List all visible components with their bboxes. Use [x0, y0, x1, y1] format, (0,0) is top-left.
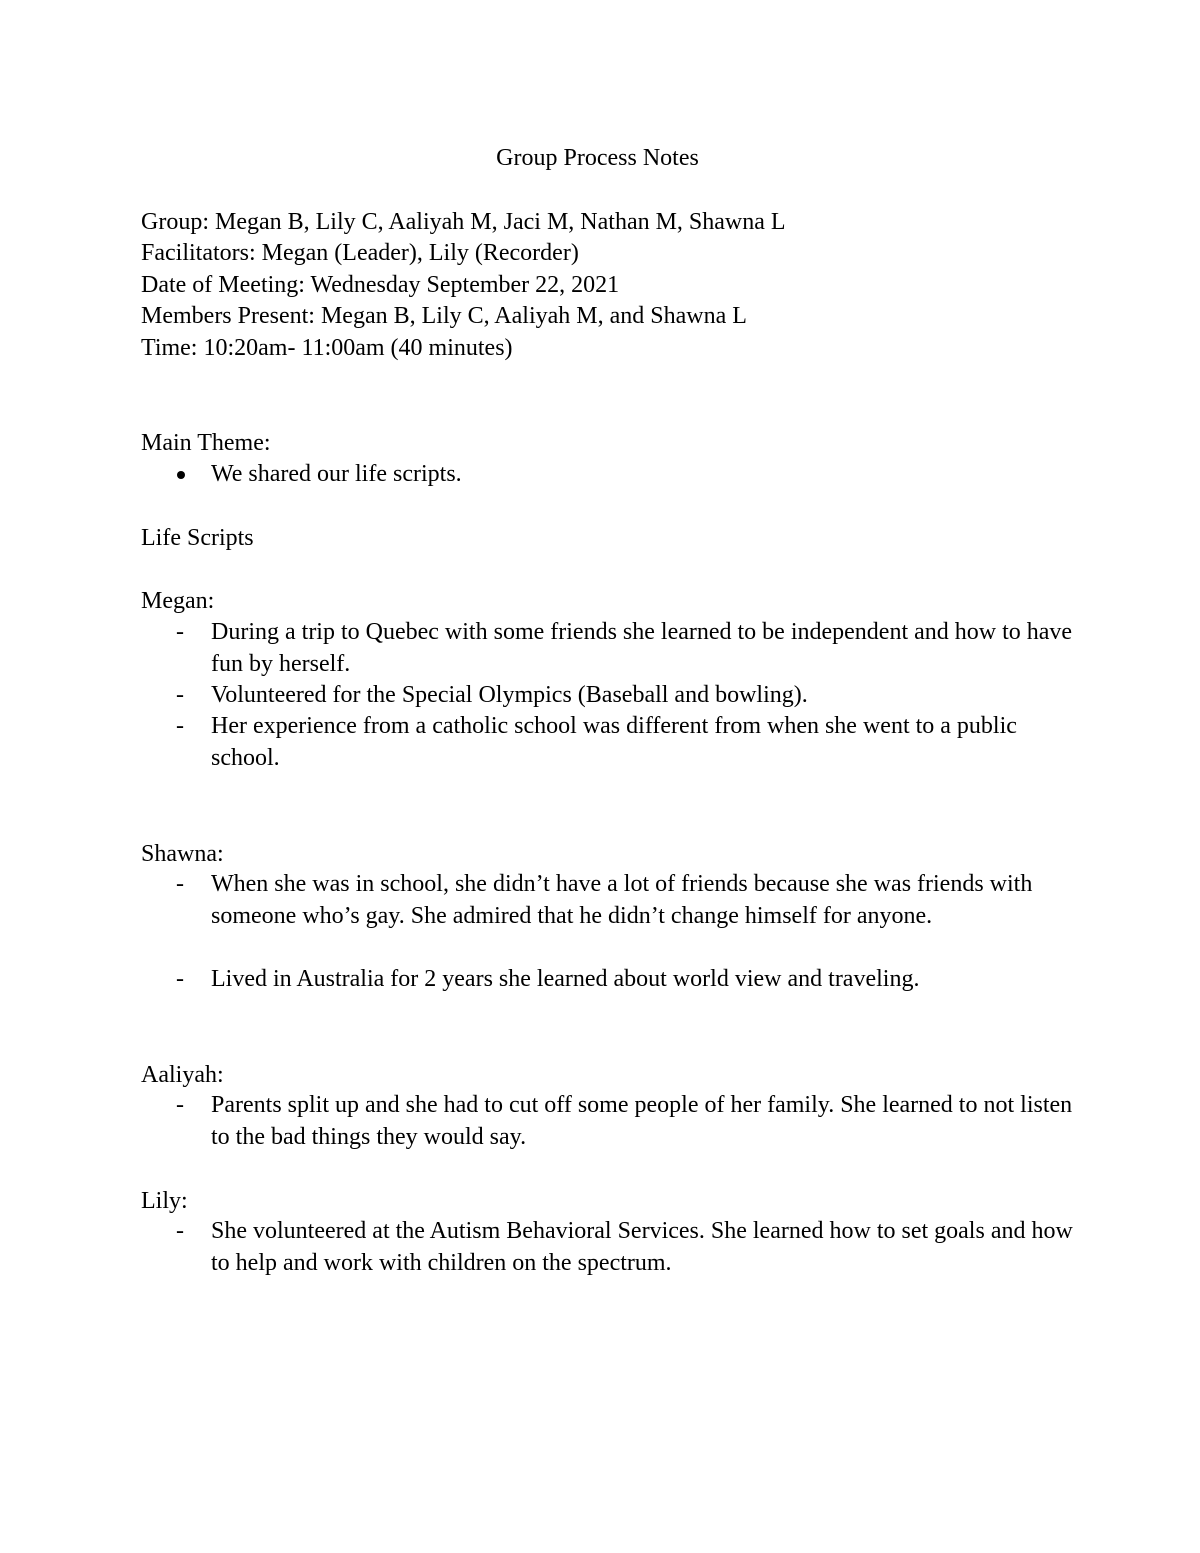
- time-line: Time: 10:20am- 11:00am (40 minutes): [141, 335, 513, 361]
- dash-marker: -: [176, 619, 184, 645]
- meeting-date-line: Date of Meeting: Wednesday September 22, 2021: [141, 272, 620, 298]
- dash-marker: -: [176, 682, 184, 708]
- member-name-shawna: Shawna:: [141, 841, 224, 867]
- aaliyah-item-1: Parents split up and she had to cut off some people of her family. She learned to not listen to the bad things they would say.: [211, 1092, 1073, 1150]
- main-theme-heading: Main Theme:: [141, 430, 271, 456]
- member-name-megan: Megan:: [141, 588, 215, 614]
- life-scripts-heading: Life Scripts: [141, 525, 254, 551]
- main-theme-item: We shared our life scripts.: [211, 461, 462, 487]
- megan-item-3: Her experience from a catholic school was different from when she went to a public school.: [211, 713, 1017, 771]
- members-present-line: Members Present: Megan B, Lily C, Aaliyah M, and Shawna L: [141, 303, 747, 329]
- dash-marker: -: [176, 966, 184, 992]
- shawna-item-1: When she was in school, she didn’t have a lot of friends because she was friends with someone who’s gay. She admired that he didn’t change himself for anyone.: [211, 871, 1033, 929]
- shawna-item-2: Lived in Australia for 2 years she learned about world view and traveling.: [211, 966, 920, 992]
- dash-marker: -: [176, 1218, 184, 1244]
- dash-marker: -: [176, 871, 184, 897]
- member-name-aaliyah: Aaliyah:: [141, 1062, 224, 1088]
- dash-marker: -: [176, 1092, 184, 1118]
- bullet-dot-icon: [177, 471, 185, 479]
- member-name-lily: Lily:: [141, 1188, 188, 1214]
- facilitators-line: Facilitators: Megan (Leader), Lily (Recorder): [141, 240, 579, 266]
- document-title: Group Process Notes: [496, 145, 699, 171]
- megan-item-1: During a trip to Quebec with some friends she learned to be independent and how to have fun by herself.: [211, 619, 1073, 677]
- group-line: Group: Megan B, Lily C, Aaliyah M, Jaci M, Nathan M, Shawna L: [141, 209, 786, 235]
- dash-marker: -: [176, 713, 184, 739]
- megan-item-2: Volunteered for the Special Olympics (Baseball and bowling).: [211, 682, 808, 708]
- lily-item-1: She volunteered at the Autism Behavioral Services. She learned how to set goals and how to help and work with children on the spectrum.: [211, 1218, 1073, 1276]
